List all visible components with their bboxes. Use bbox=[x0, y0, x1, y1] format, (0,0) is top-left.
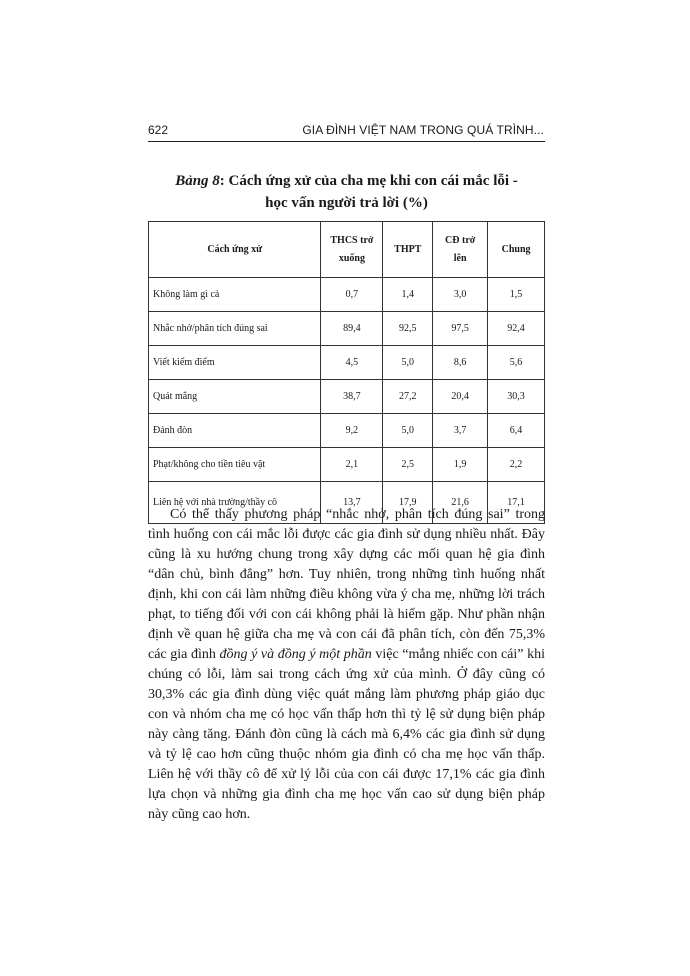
caption-line-1 bbox=[148, 170, 545, 192]
paragraph-italic-phrase: đồng ý và đồng ý một phần bbox=[219, 647, 372, 662]
cell-thcs: 38,7 bbox=[321, 380, 383, 414]
cell-thcs: 2,1 bbox=[321, 448, 383, 482]
header-thcs-line-1: THCS trở bbox=[330, 234, 374, 246]
data-table bbox=[148, 221, 545, 524]
cell-thpt: 1,4 bbox=[383, 278, 433, 312]
cell-thcs: 0,7 bbox=[321, 278, 383, 312]
table-caption bbox=[148, 170, 545, 214]
cell-chung: 92,4 bbox=[488, 312, 545, 346]
running-title: GIA ĐÌNH VIỆT NAM TRONG QUÁ TRÌNH... bbox=[302, 123, 544, 137]
header-thcs-line-2: xuống bbox=[338, 252, 365, 264]
row-label: Không làm gì cả bbox=[149, 278, 321, 312]
table-row bbox=[149, 380, 545, 414]
cell-cd: 8,6 bbox=[433, 346, 488, 380]
table-row bbox=[149, 414, 545, 448]
row-label: Phạt/không cho tiền tiêu vặt bbox=[149, 448, 321, 482]
row-label: Nhắc nhở/phân tích đúng sai bbox=[149, 312, 321, 346]
header-thcs bbox=[321, 222, 383, 278]
cell-chung: 1,5 bbox=[488, 278, 545, 312]
cell-thcs: 13,7 bbox=[321, 482, 383, 524]
cell-thcs: 9,2 bbox=[321, 414, 383, 448]
cell-thpt: 27,2 bbox=[383, 380, 433, 414]
caption-text-1: : Cách ứng xử của cha mẹ khi con cái mắc lỗi - bbox=[219, 173, 518, 189]
body-paragraph bbox=[148, 505, 545, 825]
row-label: Viết kiểm điểm bbox=[149, 346, 321, 380]
cell-cd: 97,5 bbox=[433, 312, 488, 346]
cell-cd: 21,6 bbox=[433, 482, 488, 524]
cell-thcs: 89,4 bbox=[321, 312, 383, 346]
table-row bbox=[149, 346, 545, 380]
cell-cd: 20,4 bbox=[433, 380, 488, 414]
cell-thcs: 4,5 bbox=[321, 346, 383, 380]
cell-thpt: 17,9 bbox=[383, 482, 433, 524]
page-header bbox=[148, 123, 544, 141]
cell-thpt: 5,0 bbox=[383, 346, 433, 380]
paragraph-part-2: việc “mắng nhiếc con cái” khi chúng có lỗi, làm sai trong cách ứng xử của mình. Ở đây cũng có 30,3% các gia đình dùng việc quát mắng làm phương pháp giáo dục con và nhóm cha mẹ có học vấn thấp hơn thì tỷ lệ sử dụng biện pháp này càng tăng. Đánh đòn cũng là cách mà 6,4% các gia đình sử dụng và tỷ lệ cao hơn cũng thuộc nhóm gia đình có cha mẹ học vấn thấp. Liên hệ với thầy cô để xử lý lỗi của con cái được 17,1% các gia đình lựa chọn và những gia đình cha mẹ học vấn cao sử dụng biện pháp này cũng cao hơn. bbox=[148, 647, 545, 822]
header-cd-line-2: lên bbox=[453, 252, 467, 264]
cell-chung: 5,6 bbox=[488, 346, 545, 380]
header-cd bbox=[433, 222, 488, 278]
cell-cd: 3,0 bbox=[433, 278, 488, 312]
cell-cd: 3,7 bbox=[433, 414, 488, 448]
cell-thpt: 92,5 bbox=[383, 312, 433, 346]
header-rule bbox=[148, 141, 545, 142]
header-chung: Chung bbox=[488, 222, 545, 278]
row-label: Quát mắng bbox=[149, 380, 321, 414]
header-cd-line-1: CĐ trở bbox=[445, 234, 476, 246]
row-label: Liên hệ với nhà trường/thầy cô bbox=[149, 482, 321, 524]
table-row bbox=[149, 278, 545, 312]
table-row bbox=[149, 312, 545, 346]
table-header-row bbox=[149, 222, 545, 278]
cell-cd: 1,9 bbox=[433, 448, 488, 482]
cell-chung: 30,3 bbox=[488, 380, 545, 414]
cell-chung: 6,4 bbox=[488, 414, 545, 448]
page-number: 622 bbox=[148, 123, 169, 137]
paragraph-part-1: Có thể thấy phương pháp “nhắc nhở, phân tích đúng sai” trong tình huống con cái mắc lỗi được các gia đình sử dụng nhiều nhất. Đây cũng là xu hướng chung trong xây dựng các mối quan hệ gia đình “dân chủ, bình đẳng” hơn. Tuy nhiên, trong những tình huống nhất định, khi con cái làm những điều không vừa ý cha mẹ, những lời trách phạt, to tiếng đối với con cái không phải là hiếm gặp. Như phần nhận định về quan hệ giữa cha mẹ và con cái đã phân tích, còn đến 75,3% các gia đình bbox=[148, 507, 545, 662]
caption-text-2: học vấn người trả lời (%) bbox=[265, 195, 428, 211]
header-thpt: THPT bbox=[383, 222, 433, 278]
cell-chung: 17,1 bbox=[488, 482, 545, 524]
header-cach-ung-xu: Cách ứng xử bbox=[149, 222, 321, 278]
row-label: Đánh đòn bbox=[149, 414, 321, 448]
body-text bbox=[148, 505, 545, 825]
caption-label: Bảng 8 bbox=[175, 173, 220, 189]
cell-thpt: 5,0 bbox=[383, 414, 433, 448]
cell-chung: 2,2 bbox=[488, 448, 545, 482]
cell-thpt: 2,5 bbox=[383, 448, 433, 482]
table-row bbox=[149, 448, 545, 482]
